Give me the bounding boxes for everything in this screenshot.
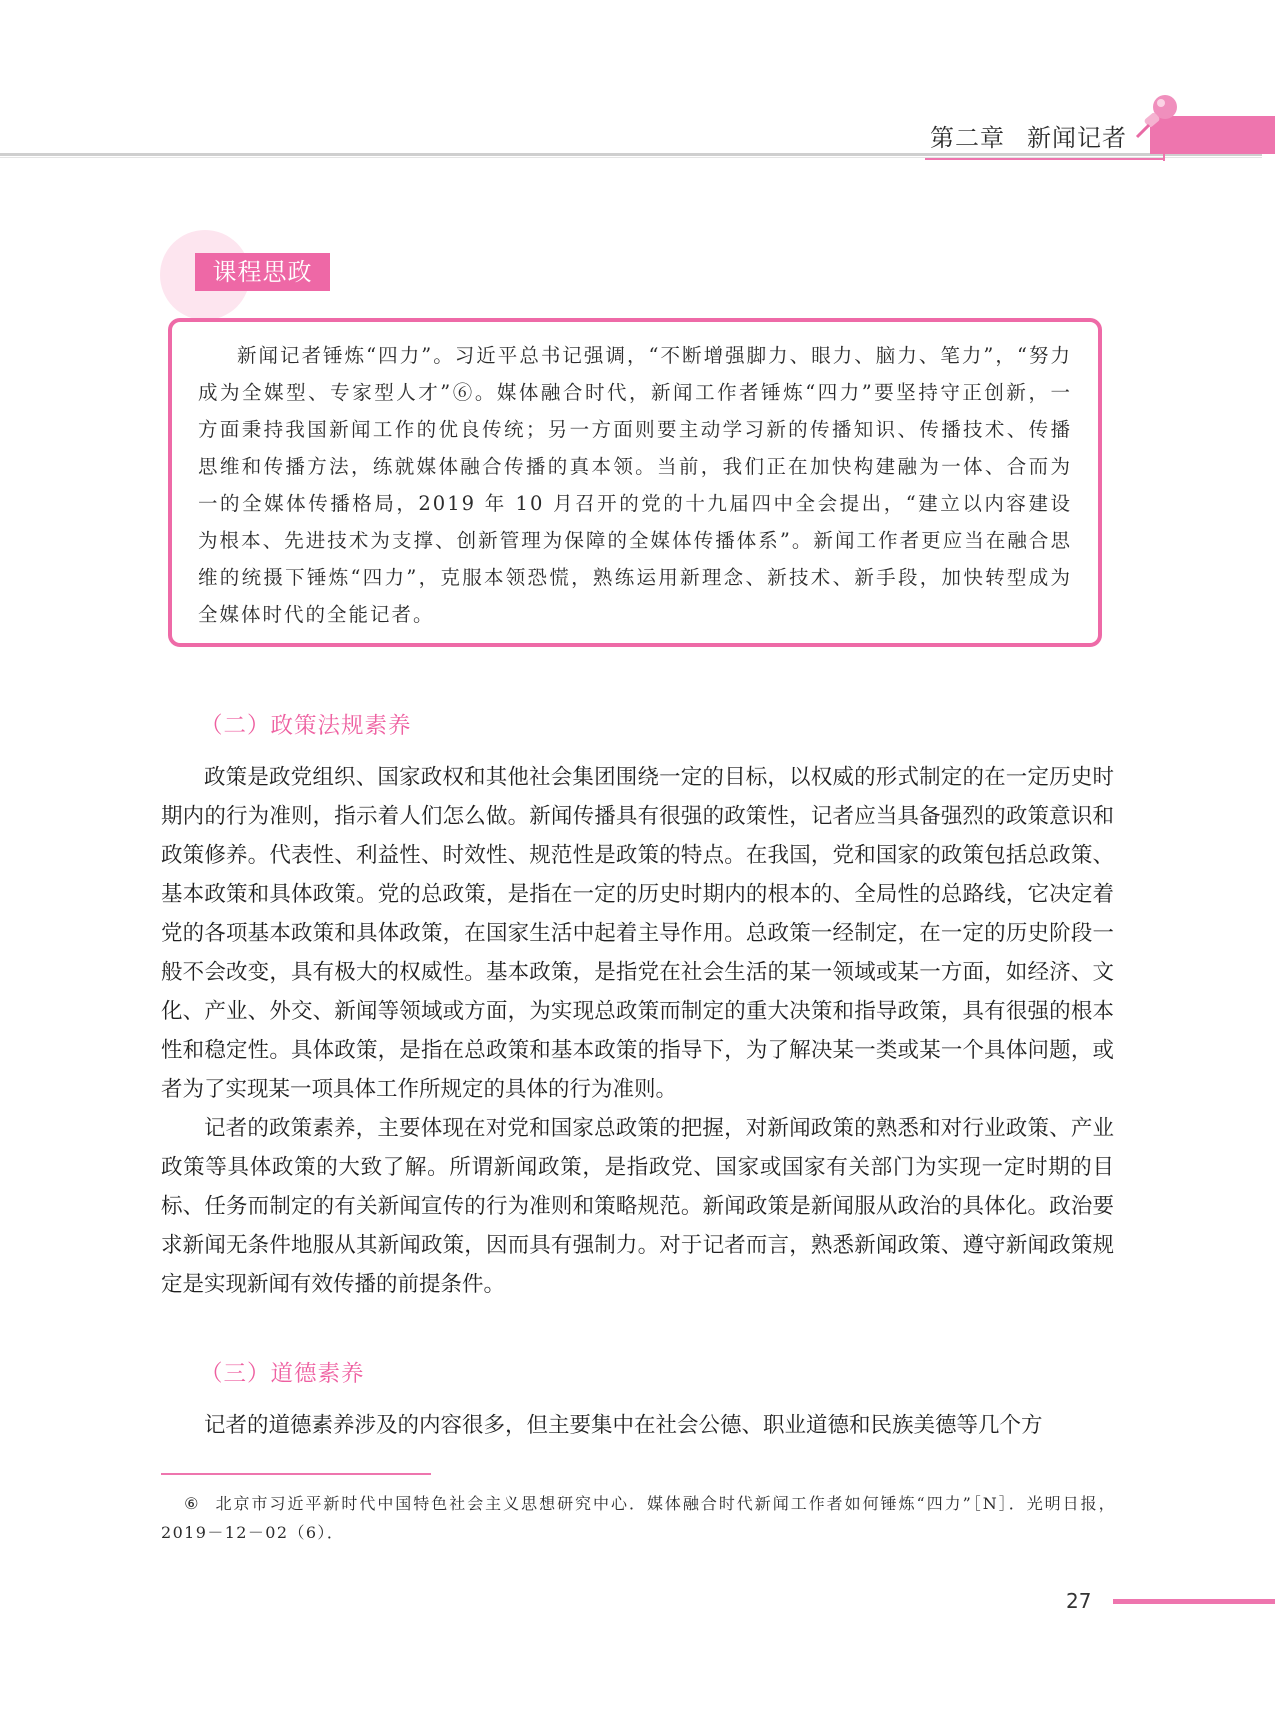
- footnote-text: 北京市习近平新时代中国特色社会主义思想研究中心．媒体融合时代新闻工作者如何锤炼“四力”［N］．光明日报，2019－12－02（6）．: [161, 1494, 1116, 1542]
- footnote-rule: [161, 1473, 431, 1475]
- section-body-ethics: [161, 1406, 1114, 1445]
- chapter-number: 第二章: [930, 124, 1005, 152]
- chapter-corner-line: [1163, 125, 1165, 161]
- body-paragraph: 记者的政策素养，主要体现在对党和国家总政策的把握，对新闻政策的熟悉和对行业政策、产业政策等具体政策的大致了解。所谓新闻政策，是指政党、国家或国家有关部门为实现一定时期的目标、任务而制定的有关新闻宣传的行为准则和策略规范。新闻政策是新闻服从政治的具体化。政治要求新闻无条件地服从其新闻政策，因而具有强制力。对于记者而言，熟悉新闻政策、遵守新闻政策规定是实现新闻有效传播的前提条件。: [161, 1116, 1114, 1297]
- sidebar-paragraph: 新闻记者锤炼“四力”。习近平总书记强调，“不断增强脚力、眼力、脑力、笔力”，“努力成为全媒型、专家型人才”⑥。媒体融合时代，新闻工作者锤炼“四力”要坚持守正创新，一方面秉持我国新闻工作的优良传统；另一方面则要主动学习新的传播知识、传播技术、传播思维和传播方法，练就媒体融合传播的真本领。当前，我们正在加快构建融为一体、合而为一的全媒体传播格局，2019 年 10 月召开的党的十九届四中全会提出，“建立以内容建设为根本、先进技术为支撑、创新管理为保障的全媒体传播体系”。新闻工作者更应当在融合思维的统摄下锤炼“四力”，克服本领恐慌，熟练运用新理念、新技术、新手段，加快转型成为全媒体时代的全能记者。: [198, 344, 1072, 626]
- page-number: 27: [1066, 1589, 1092, 1613]
- body-paragraph: 政策是政党组织、国家政权和其他社会集团围绕一定的目标，以权威的形式制定的在一定历史时期内的行为准则，指示着人们怎么做。新闻传播具有很强的政策性，记者应当具备强烈的政策意识和政策修养。代表性、利益性、时效性、规范性是政策的特点。在我国，党和国家的政策包括总政策、基本政策和具体政策。党的总政策，是指在一定的历史时期内的根本的、全局性的总路线，它决定着党的各项基本政策和具体政策，在国家生活中起着主导作用。总政策一经制定，在一定的历史阶段一般不会改变，具有极大的权威性。基本政策，是指党在社会生活的某一领域或某一方面，如经济、文化、产业、外交、新闻等领域或方面，为实现总政策而制定的重大决策和指导政策，具有很强的根本性和稳定性。具体政策，是指在总政策和基本政策的指导下，为了解决某一类或某一个具体问题，或者为了实现某一项具体工作所规定的具体的行为准则。: [161, 765, 1114, 1102]
- header-rule: [0, 153, 1262, 156]
- chapter-header: [930, 118, 1127, 153]
- section-body-policy: [161, 758, 1114, 1304]
- section-title-policy: （二）政策法规素养: [200, 713, 412, 739]
- push-pin-icon: [1131, 93, 1181, 143]
- page-number-bar: [1113, 1599, 1275, 1604]
- chapter-underline: [925, 158, 1165, 160]
- sidebar-label: 课程思政: [195, 253, 330, 291]
- footnote: [161, 1489, 1116, 1547]
- body-paragraph: 记者的道德素养涉及的内容很多，但主要集中在社会公德、职业道德和民族美德等几个方: [204, 1413, 1043, 1438]
- chapter-title: 新闻记者: [1027, 124, 1127, 152]
- section-title-ethics: （三）道德素养: [200, 1361, 365, 1387]
- sidebar-box: [168, 318, 1102, 647]
- footnote-mark: ⑥: [184, 1494, 200, 1513]
